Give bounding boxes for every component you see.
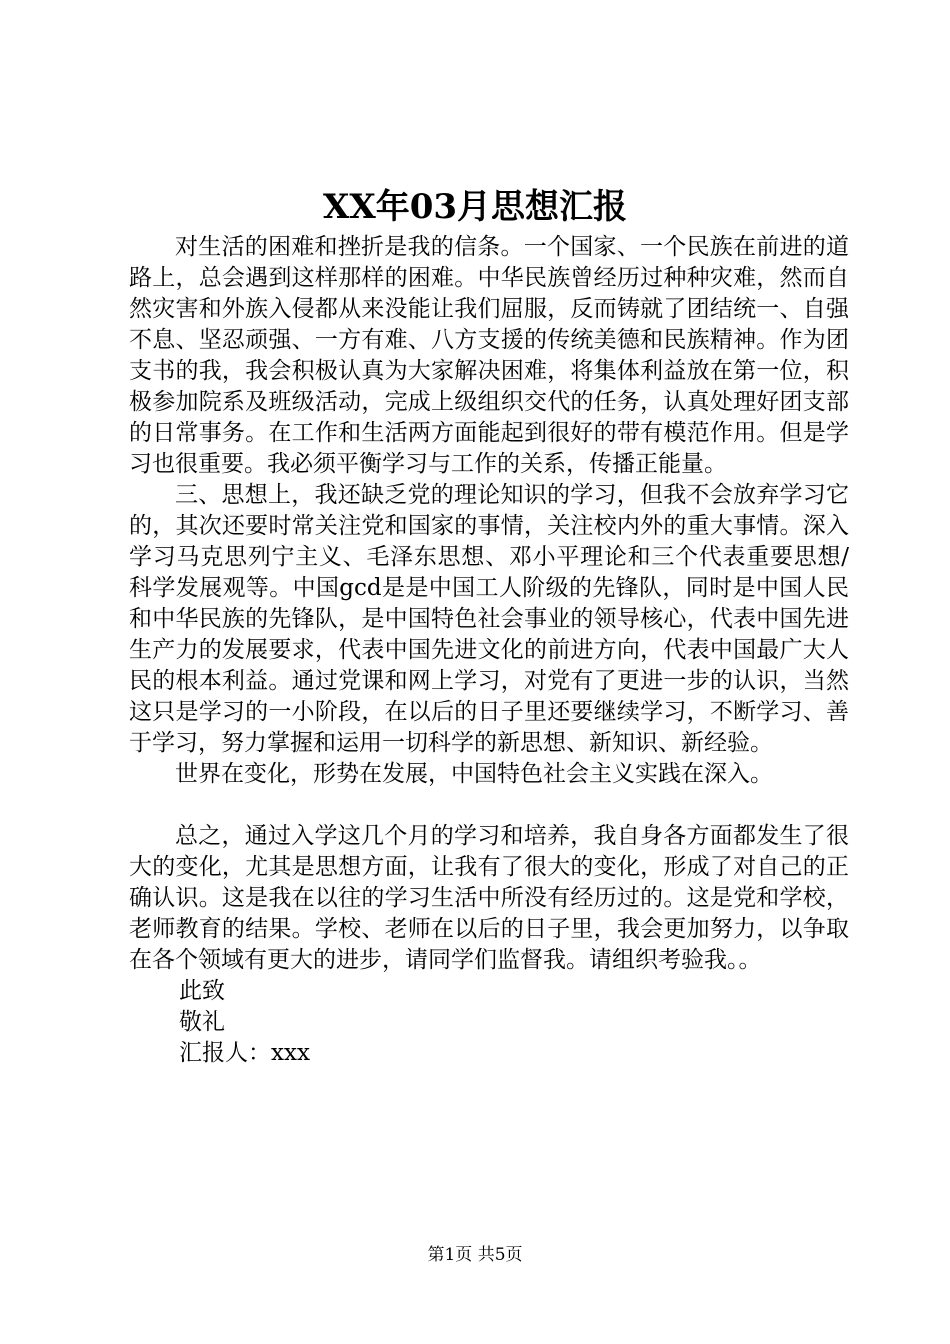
closing-regards: 敬礼 <box>179 1009 225 1035</box>
paragraph-1: 对生活的困难和挫折是我的信条。一个国家、一个民族在前进的道路上，总会遇到这样那样的困难。中华民族曾经历过种种灾难，然而自然灾害和外族入侵都从来没能让我们屈服，反而铸就了团结统一、自强不息、坚忍顽强、一方有难、八方支援的传统美德和民族精神。作为团支书的我，我会积极认真为大家解决困难，将集体利益放在第一位，积极参加院系及班级活动，完成上级组织交代的任务，认真处理好团支部的日常事务。在工作和生活两方面能起到很好的带有模范作用。但是学习也很重要。我必须平衡学习与工作的关系，传播正能量。 <box>129 234 849 477</box>
document-body <box>129 232 849 1069</box>
paragraph-3: 世界在变化，形势在发展，中国特色社会主义实践在深入。 <box>175 761 773 787</box>
paragraph-2: 三、思想上，我还缺乏党的理论知识的学习，但我不会放弃学习它的，其次还要时常关注党和国家的事情，关注校内外的重大事情。深入学习马克思列宁主义、毛泽东思想、邓小平理论和三个代表重要思想/科学发展观等。中国gcd是是中国工人阶级的先锋队，同时是中国人民和中华民族的先锋队，是中国特色社会事业的领导核心，代表中国先进生产力的发展要求，代表中国先进文化的前进方向，代表中国最广大人民的根本利益。通过党课和网上学习，对党有了更进一步的认识，当然这只是学习的一小阶段，在以后的日子里还要继续学习，不断学习、善于学习，努力掌握和运用一切科学的新思想、新知识、新经验。 <box>129 482 849 756</box>
paragraph-4: 总之，通过入学这几个月的学习和培养，我自身各方面都发生了很大的变化，尤其是思想方面，让我有了很大的变化，形成了对自己的正确认识。这是我在以往的学习生活中所没有经历过的。这是党和学校，老师教育的结果。学校、老师在以后的日子里，我会更加努力，以争取在各个领域有更大的进步，请同学们监督我。请组织考验我。。 <box>129 823 849 973</box>
reporter-signature: 汇报人：xxx <box>179 1040 310 1066</box>
closing-salutation: 此致 <box>179 978 225 1004</box>
page-footer: 第1页 共5页 <box>427 1245 523 1265</box>
blank-line <box>129 790 849 821</box>
document-title: XX年03月思想汇报 <box>322 187 628 227</box>
